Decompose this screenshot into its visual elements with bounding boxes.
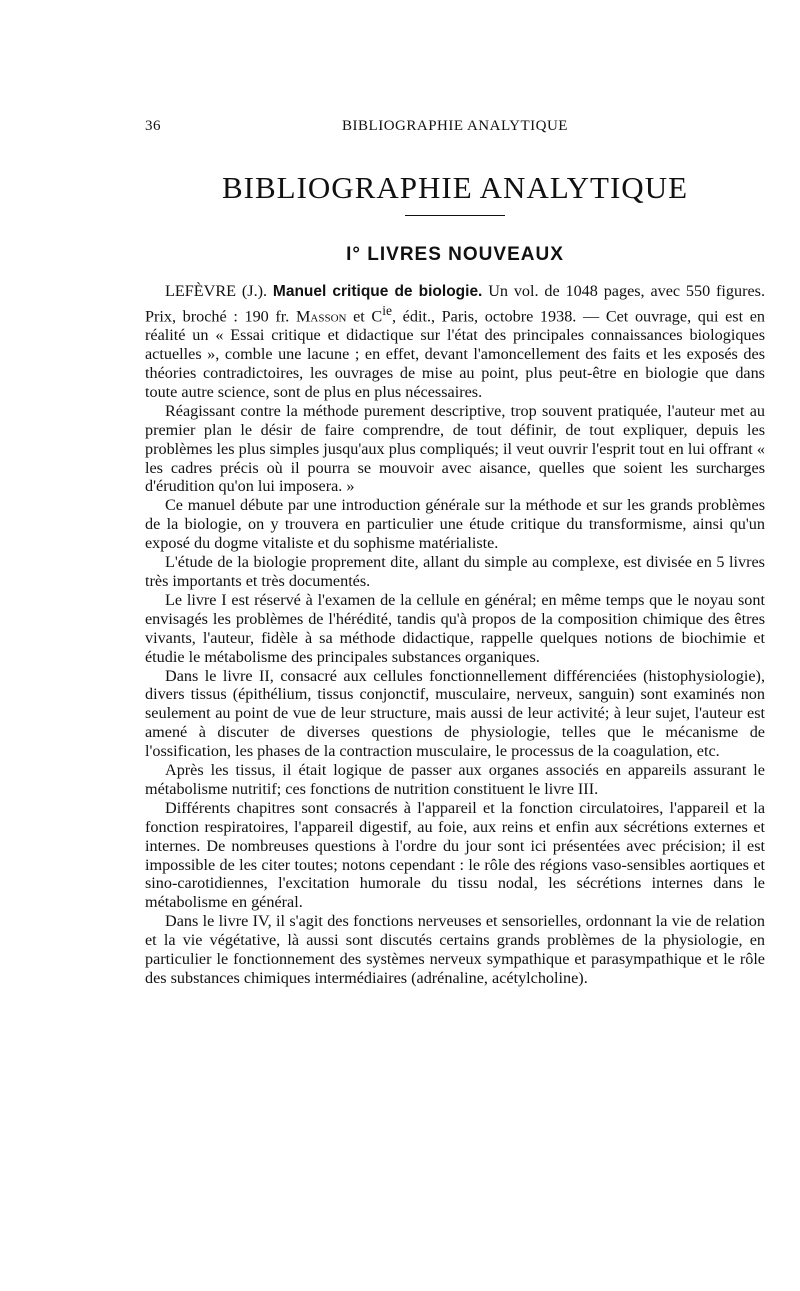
page: [145, 118, 765, 988]
review-paragraph: L'étude de la biologie proprement dite, allant du simple au complexe, est divisée en 5 livres très importants et très documentés.: [145, 553, 765, 590]
book-review: [145, 282, 765, 988]
review-paragraph: Après les tissus, il était logique de passer aux organes associés en appareils assurant le métabolisme nutritif; ces fonctions de nutrition constituent le livre III.: [145, 761, 765, 798]
title-divider: [405, 215, 505, 216]
page-title: BIBLIOGRAPHIE ANALYTIQUE: [221, 170, 689, 205]
review-citation-superscript: ie: [382, 302, 392, 318]
review-citation: Un vol. de 1048 pages, avec 550 figures. Prix, broché : 190 fr.: [145, 282, 766, 326]
review-citation-publisher-suffix: et C: [346, 307, 383, 326]
review-paragraph: Ce manuel débute par une introduction générale sur la méthode et sur les grands problèmes de la biologie, on y trouvera en particulier une étude critique du transformisme, ainsi qu'un exposé du dogme vitaliste et du sophisme matérialiste.: [145, 496, 765, 553]
review-paragraph: Réagissant contre la méthode purement descriptive, trop souvent pratiquée, l'auteur met au premier plan le désir de faire comprendre, de tout définir, de tout expliquer, depuis les problèmes les plus simples jusqu'aux plus compliqués; il veut ouvrir l'esprit tout en lui offrant « les cadres précis où il pourra se mouvoir avec aisance, quelles que soient les surcharges d'érudition qu'on lui imposera. »: [145, 401, 765, 496]
review-paragraph: Dans le livre IV, il s'agit des fonctions nerveuses et sensorielles, ordonnant la vie de relation et la vie végétative, là aussi sont discutés certains grands problèmes de la physiologie, en particulier le fonctionnement des systèmes nerveux sympathique et parasympathique et le rôle des substances chimiques intermédiaires (adrénaline, acétylcholine).: [145, 912, 765, 988]
section-heading: I° LIVRES NOUVEAUX: [346, 244, 564, 265]
review-citation-details: , édit., Paris, octobre 1938. — Cet ouvrage, qui est en réalité un « Essai critique et didactique sur l'état des principales connaissances biologiques actuelles », comble une lacune ; en effet, devant l'amoncellement des faits et les exposés des théories contradictoires, les ouvrages de mise au point, plus peut-être en biologie que dans toute autre science, sont de plus en plus nécessaires.: [145, 307, 765, 401]
review-publisher: Masson: [296, 307, 347, 326]
page-number: 36: [145, 118, 161, 134]
review-book-title: Manuel critique de biologie.: [272, 283, 483, 300]
review-author: LEFÈVRE (J.).: [165, 282, 268, 300]
review-paragraph: Le livre I est réservé à l'examen de la cellule en général; en même temps que le noyau sont envisagés les problèmes de l'hérédité, tandis qu'à propos de la composition chimique des êtres vivants, l'auteur, fidèle à sa méthode didactique, rappelle quelques notions de biochimie et étudie le métabolisme des principales substances organiques.: [145, 590, 765, 666]
review-paragraph: Dans le livre II, consacré aux cellules fonctionnellement différenciées (histophysiologie), divers tissus (épithélium, tissus conjonctif, musculaire, nerveux, sanguin) sont examinés non seulement au point de vue de leur structure, mais aussi de leur activité; à leur sujet, l'auteur est amené à discuter de diverses questions de physiologie, telles que le mécanisme de l'ossification, les phases de la contraction musculaire, le processus de la coagulation, etc.: [145, 666, 765, 761]
running-title: BIBLIOGRAPHIE ANALYTIQUE: [342, 118, 568, 134]
review-paragraph: Différents chapitres sont consacrés à l'appareil et la fonction circulatoires, l'appareil et la fonction respiratoires, l'appareil digestif, au foie, aux reins et enfin aux sécrétions externes et internes. De nombreuses questions à l'ordre du jour sont ici présentées avec précision; il est impossible de les citer toutes; notons cependant : le rôle des régions vaso-sensibles aortiques et sino-carotidiennes, l'excitation humorale du tissu nodal, les sécrétions internes dans le métabolisme en général.: [145, 798, 765, 912]
running-header: [145, 118, 765, 138]
review-first-paragraph: [145, 282, 765, 402]
